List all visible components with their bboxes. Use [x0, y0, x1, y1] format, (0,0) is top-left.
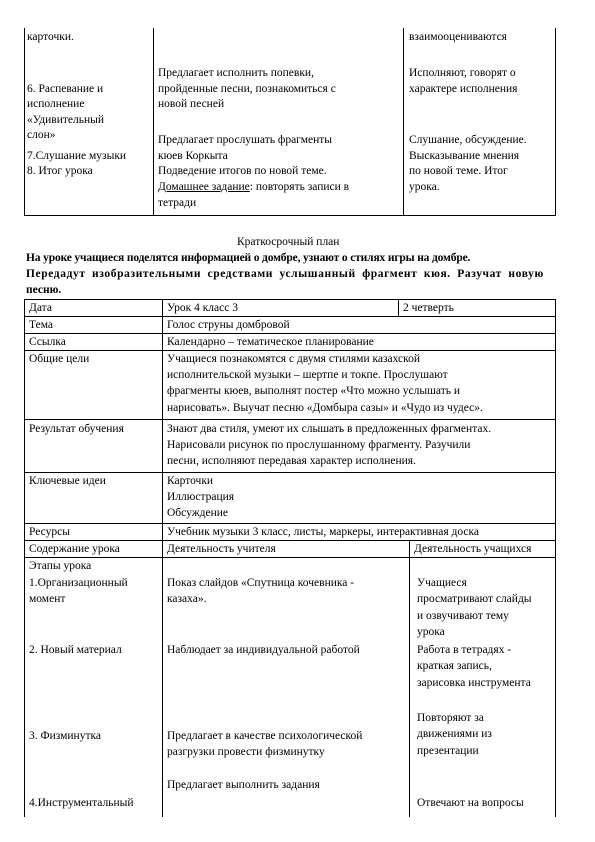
cell-text: карточки. [27, 31, 74, 43]
intro-line: Передадут изобразительными средствами услышанный фрагмент кюя. Разучат новую [26, 268, 544, 280]
table-border [555, 299, 556, 817]
homework-text: : повторять записи в [249, 181, 350, 193]
table-border [24, 557, 556, 558]
student-activity: просматривают слайды [417, 593, 532, 605]
stage-label: 2. Новый материал [29, 644, 122, 656]
goals-line: исполнительской музыки – шертпе и токпе. Прослушают [167, 369, 448, 381]
cell-text: новой песней [158, 98, 225, 110]
lesson-class: Урок 4 класс 3 [167, 302, 238, 314]
student-activity: Повторяют за [417, 712, 484, 724]
goals-line: Учащиеся познакомятся с двумя стилями казахской [167, 353, 421, 365]
row-label-resources: Ресурсы [29, 526, 70, 538]
table-border [398, 299, 399, 317]
student-activity: и озвучивают тему [417, 610, 509, 622]
table-border [24, 299, 556, 300]
cell-text: 6. Распевание и [27, 83, 104, 95]
student-activity: краткая запись, [417, 660, 492, 672]
cell-text: «Удивительный [27, 114, 105, 126]
intro-line: песню. [26, 284, 62, 296]
stage-label: Этапы урока [29, 560, 92, 572]
stage-label: 3. Физминутка [29, 730, 101, 742]
result-line: песни, исполняют передавая характер исполнения. [167, 455, 416, 467]
topic-value: Голос струны домбровой [167, 319, 290, 331]
table-border [555, 28, 556, 216]
intro-line: На уроке учащиеся поделятся информацией о домбре, узнают о стилях игры на домбре. [26, 252, 471, 264]
idea-item: Обсуждение [167, 507, 229, 519]
teacher-activity: Предлагает в качестве психологической [167, 730, 363, 742]
student-activity: Отвечают на вопросы [417, 797, 524, 809]
cell-text: Предлагает исполнить попевки, [158, 67, 314, 79]
student-activity: зарисовка инструмента [417, 677, 531, 689]
cell-text: исполнение [27, 98, 85, 110]
stage-label: 4.Инструментальный [29, 797, 134, 809]
cell-text: Предлагает прослушать фрагменты [158, 134, 333, 146]
cell-text: слон» [27, 129, 56, 141]
row-label-ideas: Ключевые идеи [29, 475, 106, 487]
cell-text: Слушание, обсуждение. [409, 134, 527, 146]
link-value: Календарно – тематическое планирование [167, 336, 374, 348]
cell-text: Исполняют, говорят о [409, 67, 516, 79]
teacher-activity: разгрузки провести физминутку [167, 746, 325, 758]
students-header: Деятельность учащихся [414, 543, 532, 555]
stage-label: 1.Организационный [29, 577, 128, 589]
cell-text: Высказывание мнения [409, 150, 520, 162]
table-border [24, 316, 556, 317]
table-border [403, 28, 404, 216]
goals-line: фрагменты кюев, выполнят постер «Что можно услышать и [167, 385, 461, 397]
table-border [162, 299, 163, 817]
table-border [24, 215, 556, 216]
student-activity: Работа в тетрадях - [417, 644, 512, 656]
plan-title: Краткосрочный план [237, 236, 340, 248]
stage-label: момент [29, 593, 66, 605]
row-label-link: Ссылка [29, 336, 66, 348]
teacher-activity: Предлагает выполнить задания [167, 779, 320, 791]
row-label-goals: Общие цели [29, 353, 90, 365]
idea-item: Карточки [167, 475, 214, 487]
row-label-date: Дата [29, 302, 52, 314]
quarter: 2 четверть [403, 302, 454, 314]
table-border [24, 472, 556, 473]
student-activity: презентации [417, 745, 479, 757]
teacher-header: Деятельность учителя [167, 543, 276, 555]
table-border [24, 299, 25, 817]
result-line: Нарисовали рисунок по прослушанному фрагменту. Разучили [167, 439, 471, 451]
row-label-result: Результат обучения [29, 423, 124, 435]
student-activity: Учащиеся [417, 577, 467, 589]
cell-text: 8. Итог урока [27, 165, 93, 177]
cell-text: пройденные песни, познакомиться с [158, 83, 336, 95]
table-border [24, 540, 556, 541]
teacher-activity: Наблюдает за индивидуальной работой [167, 644, 360, 656]
cell-text: кюев Коркыта [158, 150, 228, 162]
content-header: Содержание урока [29, 543, 120, 555]
teacher-activity: казаха». [167, 593, 207, 605]
table-border [409, 540, 410, 817]
homework-line [158, 180, 349, 195]
teacher-activity: Показ слайдов «Спутница кочевника - [167, 577, 355, 589]
cell-text: урока. [409, 181, 440, 193]
cell-text: тетради [158, 197, 197, 209]
table-border [24, 28, 25, 216]
result-line: Знают два стиля, умеют их слышать в предложенных фрагментах. [167, 423, 492, 435]
row-label-topic: Тема [29, 319, 53, 331]
cell-text: по новой теме. Итог [409, 165, 508, 177]
student-activity: урока [417, 626, 445, 638]
table-border [24, 523, 556, 524]
cell-text: характере исполнения [409, 83, 518, 95]
cell-text: взаимооцениваются [409, 31, 507, 43]
homework-label: Домашнее задание [158, 181, 250, 193]
student-activity: движениями из [417, 728, 492, 740]
table-border [24, 333, 556, 334]
table-border [153, 28, 154, 216]
goals-line: нарисовать». Выучат песню «Домбыра сазы» и «Чудо из чудес». [167, 402, 483, 414]
cell-text: 7.Слушание музыки [27, 150, 127, 162]
cell-text: Подведение итогов по новой теме. [158, 165, 327, 177]
resources-value: Учебник музыки 3 класс, листы, маркеры, интерактивная доска [167, 526, 480, 538]
idea-item: Иллюстрация [167, 491, 235, 503]
table-border [24, 350, 556, 351]
table-border [24, 419, 556, 420]
